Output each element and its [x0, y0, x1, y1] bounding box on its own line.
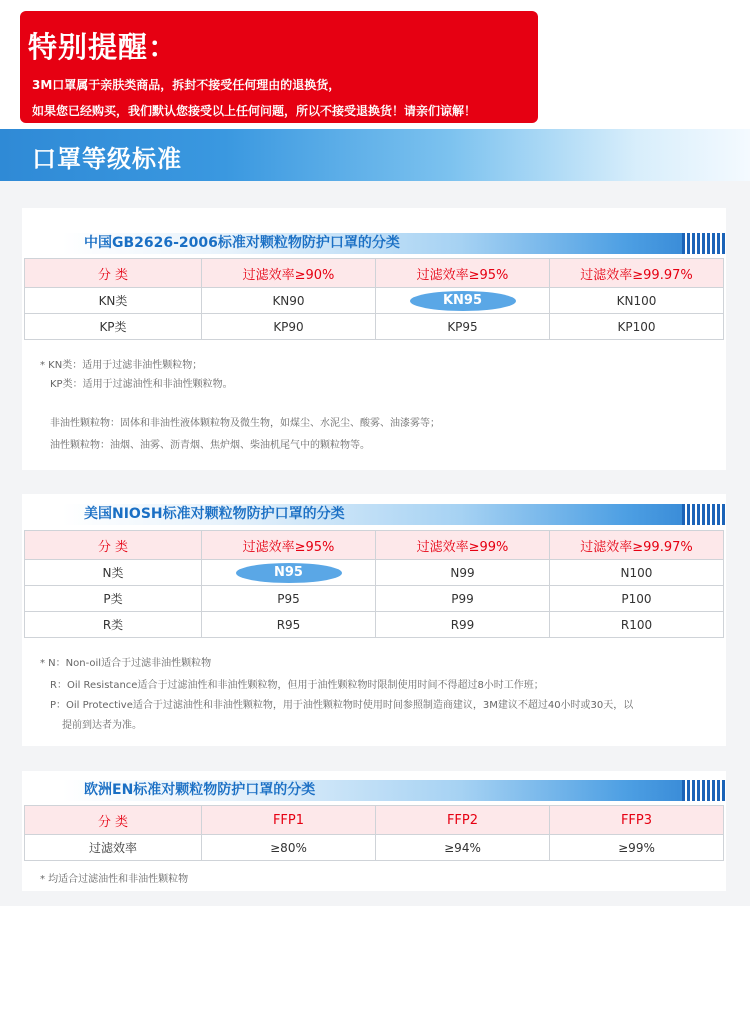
warning-banner [20, 11, 538, 123]
table-cell: KN90 [202, 288, 376, 314]
warning-line-2: 如果您已经购买，我们默认您接受以上任何问题，所以不接受退换货！请亲们谅解！ [32, 104, 477, 118]
table-cell: KP100 [550, 314, 724, 340]
note-line: KP类：适用于过滤油性和非油性颗粒物。 [50, 379, 233, 390]
table-cell: P类 [25, 586, 202, 612]
table-cell: KN类 [25, 288, 202, 314]
en-title-bar [22, 777, 726, 803]
table-row [25, 586, 724, 612]
table-cell: N100 [550, 560, 724, 586]
header-cell: FFP3 [550, 806, 724, 835]
table-cell: R类 [25, 612, 202, 638]
table-row [25, 314, 724, 340]
table-header-row [25, 531, 724, 560]
gb-title: 中国GB2626-2006标准对颗粒物防护口罩的分类 [84, 235, 400, 251]
table-cell: ≥80% [202, 835, 376, 861]
table-header-row [25, 259, 724, 288]
table-cell: KP类 [25, 314, 202, 340]
table-cell: KP95 [376, 314, 550, 340]
warning-line-1: 3M口罩属于亲肤类商品，拆封不接受任何理由的退换货， [32, 78, 341, 92]
section-title: 口罩等级标准 [32, 145, 182, 173]
table-cell: N99 [376, 560, 550, 586]
note-line: * KN类：适用于过滤非油性颗粒物； [40, 360, 203, 371]
en-standard-panel [22, 771, 726, 891]
highlight-pill: KN95 [410, 291, 516, 311]
header-cell: 分 类 [25, 259, 202, 288]
stripe-decoration [682, 504, 726, 525]
note-line: P：Oil Protective适合于过滤油性和非油性颗粒物，用于油性颗粒物时使用时间参照制造商建议，3M建议不超过40小时或30天，以 [50, 700, 634, 711]
section-header [0, 129, 750, 181]
note-line: * N：Non-oil适合于过滤非油性颗粒物 [40, 658, 212, 669]
table-row [25, 835, 724, 861]
table-cell: KP90 [202, 314, 376, 340]
note-line: * 均适合过滤油性和非油性颗粒物 [40, 874, 189, 885]
header-cell: 过滤效率≥99.97% [550, 259, 724, 288]
table-row [25, 288, 724, 314]
table-cell: KN100 [550, 288, 724, 314]
table-cell: R95 [202, 612, 376, 638]
header-cell: 过滤效率≥95% [202, 531, 376, 560]
table-row [25, 612, 724, 638]
niosh-standard-panel [22, 494, 726, 746]
stripe-decoration [682, 780, 726, 801]
header-cell: 过滤效率≥90% [202, 259, 376, 288]
table-cell: ≥94% [376, 835, 550, 861]
table-header-row [25, 806, 724, 835]
gb-title-bar [22, 230, 726, 256]
table-cell: R100 [550, 612, 724, 638]
header-cell: 过滤效率≥99.97% [550, 531, 724, 560]
table-cell: ≥99% [550, 835, 724, 861]
header-cell: 分 类 [25, 531, 202, 560]
note-line: 油性颗粒物：油烟、油雾、沥青烟、焦炉烟、柴油机尾气中的颗粒物等。 [50, 440, 370, 451]
warning-title: 特别提醒： [28, 30, 179, 64]
niosh-title-bar [22, 501, 726, 527]
table-cell: P95 [202, 586, 376, 612]
gb-table [24, 258, 724, 340]
en-table [24, 805, 724, 861]
table-row [25, 560, 724, 586]
gb-standard-panel [22, 208, 726, 470]
table-cell: 过滤效率 [25, 835, 202, 861]
note-line: 提前到达者为准。 [62, 720, 142, 731]
table-cell [202, 560, 376, 586]
header-cell: FFP1 [202, 806, 376, 835]
highlight-pill: N95 [236, 563, 342, 583]
header-cell: 过滤效率≥95% [376, 259, 550, 288]
en-title: 欧洲EN标准对颗粒物防护口罩的分类 [84, 782, 316, 798]
note-line: R：Oil Resistance适合于过滤油性和非油性颗粒物，但用于油性颗粒物时限制使用时间不得超过8小时工作班； [50, 680, 544, 691]
niosh-title: 美国NIOSH标准对颗粒物防护口罩的分类 [84, 506, 345, 522]
header-cell: FFP2 [376, 806, 550, 835]
stripe-decoration [682, 233, 726, 254]
header-cell: 过滤效率≥99% [376, 531, 550, 560]
note-line: 非油性颗粒物：固体和非油性液体颗粒物及微生物，如煤尘、水泥尘、酸雾、油漆雾等； [50, 418, 440, 429]
table-cell [376, 288, 550, 314]
table-cell: N类 [25, 560, 202, 586]
niosh-table [24, 530, 724, 638]
header-cell: 分 类 [25, 806, 202, 835]
table-cell: R99 [376, 612, 550, 638]
table-cell: P99 [376, 586, 550, 612]
table-cell: P100 [550, 586, 724, 612]
